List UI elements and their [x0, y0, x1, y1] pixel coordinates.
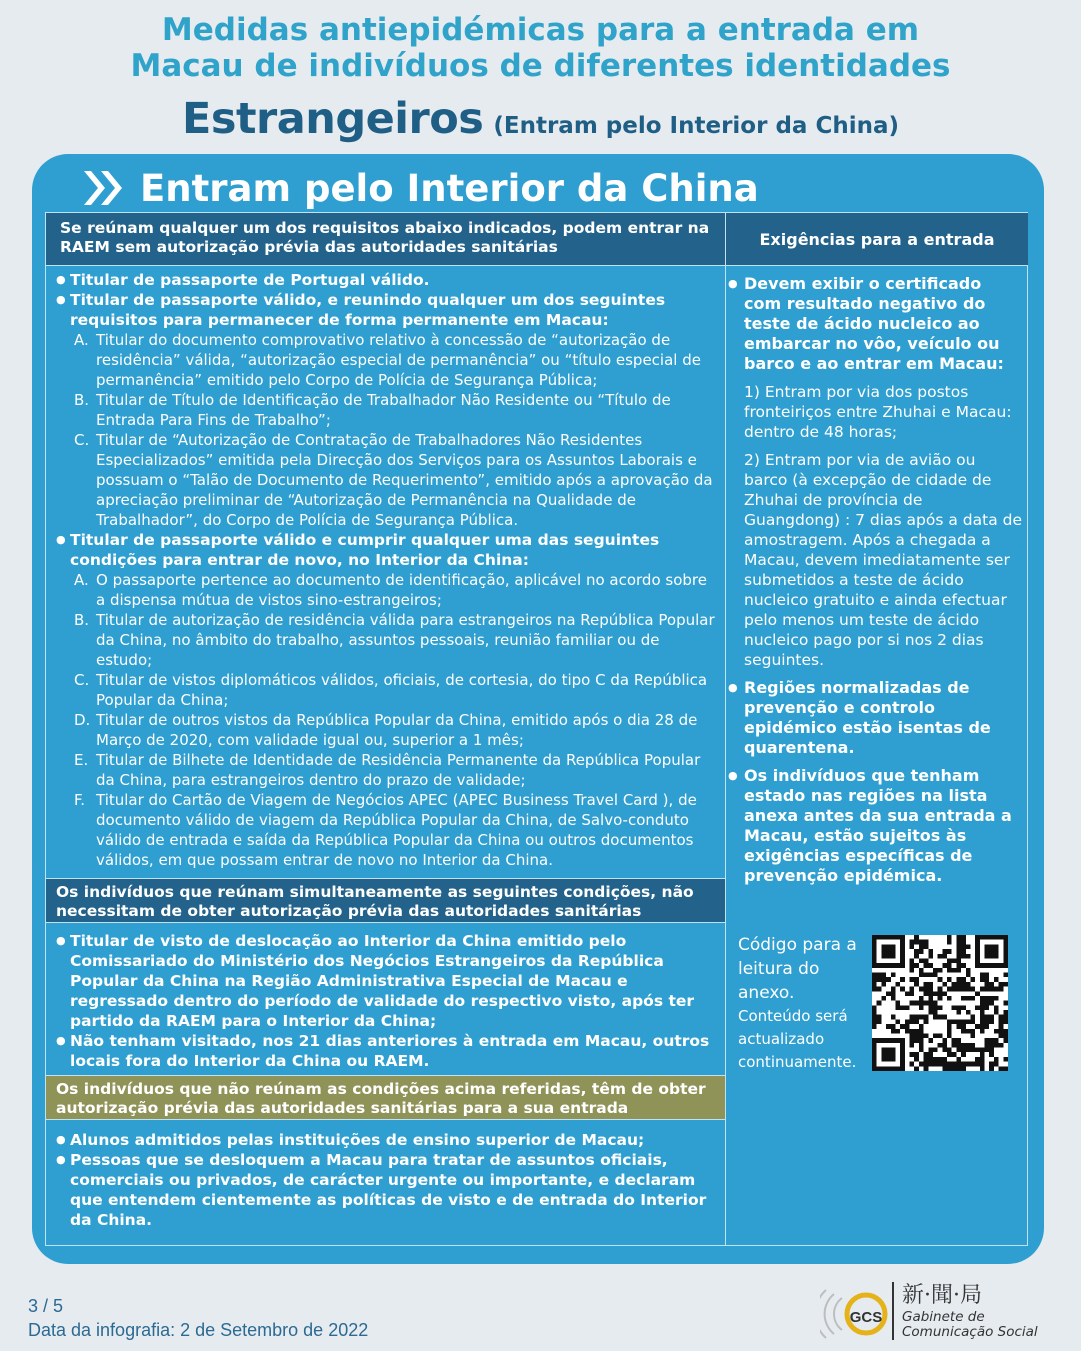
- logo-english: [902, 1310, 1038, 1340]
- section-no-authorization: [46, 266, 725, 878]
- item-key: A.: [74, 571, 89, 589]
- list-item: ● Titular de passaporte válido, e reunindo qualquer um dos seguintes requisitos para permanecer de forma permanente em Macau:: [56, 290, 717, 330]
- section-prior-authorization: [46, 1120, 725, 1230]
- list-item: ● Os indivíduos que tenham estado nas regiões na lista anexa antes da sua entrada a Macau, estão sujeitos às exigências específicas de prevenção epidémica.: [726, 766, 1022, 886]
- page-indicator: 3 / 5: [28, 1296, 64, 1316]
- conditions-column: [46, 213, 726, 1245]
- item-key: E.: [74, 751, 89, 769]
- item-text: O passaporte pertence ao documento de identificação, aplicável no acordo sobre a dispensa mútua de vistos sino-estrangeiros;: [96, 571, 707, 609]
- info-card: [32, 154, 1044, 1264]
- item-text: Titular de “Autorização de Contratação de Trabalhadores Não Residentes Especializados” emitida pela Direcção dos Serviços para os Assuntos Laborais e possuam o “Talão de Documento de Requerimento”, emitido após a aprovação da apreciação preliminar de “Autorização de Permanência na Qualidade de Trabalhador”, do Corpo de Polícia de Segurança Pública.: [96, 431, 713, 529]
- requirements-table: [45, 212, 1028, 1246]
- entry-requirements-column: [726, 213, 1028, 1245]
- list-item: [56, 710, 717, 750]
- category-note: (Entram pelo Interior da China): [493, 113, 899, 139]
- item-text: Titular de autorização de residência válida para estrangeiros na República Popular da China, no âmbito do trabalho, assuntos pessoais, reunião familiar ou de estudo;: [96, 611, 715, 669]
- item-text: Titular de Bilhete de Identidade de Residência Permanente da República Popular da China, para estrangeiros dentro do prazo de validade;: [96, 751, 701, 789]
- item-key: C.: [74, 671, 90, 689]
- list-item: ● Alunos admitidos pelas instituições de ensino superior de Macau;: [56, 1130, 717, 1150]
- logo-mark: GCS: [849, 1309, 883, 1326]
- logo-chinese: 新·聞·局: [902, 1283, 982, 1308]
- list-item: [56, 330, 717, 390]
- item-text: Titular de outros vistos da República Popular da China, emitido após o dia 28 de Março de 2020, com validade igual ou, superior a 1 mês;: [96, 711, 698, 749]
- logo-divider: [892, 1282, 894, 1340]
- list-item: ● Devem exibir o certificado com resultado negativo do teste de ácido nucleico ao embarcar no vôo, veículo ou barco e ao entrar em Macau:: [726, 274, 1022, 374]
- list-item: [56, 570, 717, 610]
- list-item: [56, 610, 717, 670]
- list-item: [56, 750, 717, 790]
- list-item: ● Não tenham visitado, nos 21 dias anteriores à entrada em Macau, outros locais fora do Interior da China ou RAEM.: [56, 1031, 717, 1071]
- list-item: ● Regiões normalizadas de prevenção e controlo epidémico estão isentas de quarentena.: [726, 678, 1022, 758]
- item-key: F.: [74, 791, 85, 809]
- logo-english-line-1: Gabinete de: [902, 1309, 985, 1325]
- gcs-emblem: [820, 1276, 896, 1346]
- qr-code-icon[interactable]: [872, 935, 1008, 1071]
- entry-requirements-header: Exigências para a entrada: [726, 213, 1028, 266]
- requirement-detail: 1) Entram por via dos postos fronteiriços entre Zhuhai e Macau: dentro de 48 horas;: [744, 383, 1012, 441]
- item-key: C.: [74, 431, 90, 449]
- item-text: Titular do Cartão de Viagem de Negócios APEC (APEC Business Travel Card ), de documento válido de viagem da República Popular da China, de Salvo-conduto válido de entrada e saída da República Popular da China ou outros documentos válidos, em que possam entrar de novo no Interior da China.: [96, 791, 697, 869]
- conditions-header: Se reúnam qualquer um dos requisitos abaixo indicados, podem entrar na RAEM sem autorização prévia das autoridades sanitárias: [46, 213, 725, 266]
- list-item: ● Titular de visto de deslocação ao Interior da China emitido pelo Comissariado do Ministério dos Negócios Estrangeiros da República Popular da China na Região Administrativa Especial de Macau e regressado dentro do período de validade do respectivo visto, após ter partido da RAEM para o Interior da China;: [56, 931, 717, 1031]
- list-item: [56, 670, 717, 710]
- list-item: [56, 390, 717, 430]
- qr-caption: [738, 933, 873, 1074]
- title-line-1: Medidas antiepidémicas para a entrada em: [161, 12, 920, 48]
- category-label: Estrangeiros: [181, 94, 484, 144]
- item-text: Titular de Título de Identificação de Trabalhador Não Residente ou “Título de Entrada Para Fins de Trabalho”;: [96, 391, 671, 429]
- list-item: [56, 790, 717, 870]
- item-key: B.: [74, 391, 90, 409]
- double-chevron-right-icon: [80, 168, 126, 208]
- gcs-logo-icon: [820, 1276, 1070, 1346]
- requirement-detail: 2) Entram por via de avião ou barco (à excepção de cidade de Zhuhai de província de Guangdong) : 7 dias após a data de amostragem. Após a chegada a Macau, devem imediatamente ser submetidos a teste de ácido nucleico gratuito e ainda efectuar pelo menos um teste de ácido nucleico pago por si nos 2 dias seguintes.: [744, 451, 1023, 669]
- list-item: ● Titular de passaporte válido e cumprir qualquer uma das seguintes condições para entrar de novo, no Interior da China:: [56, 530, 717, 570]
- list-item: ● Pessoas que se desloquem a Macau para tratar de assuntos oficiais, comerciais ou privados, de carácter urgente ou importante, e declaram que entendem cientemente as políticas de visto e de entrada do Interior da China.: [56, 1150, 717, 1230]
- qr-note: Conteúdo será actualizado continuamente.: [738, 1007, 857, 1071]
- card-title-text: Entram pelo Interior da China: [140, 166, 759, 210]
- item-key: D.: [74, 711, 91, 729]
- item-text: Titular de vistos diplomáticos válidos, oficiais, de cortesia, do tipo C da República Popular da China;: [96, 671, 708, 709]
- subtitle: [0, 94, 1081, 144]
- entry-requirements-list: [726, 266, 1028, 886]
- list-item: [56, 430, 717, 530]
- simultaneous-conditions-header: Os indivíduos que reúnam simultaneamente as seguintes condições, não necessitam de obter autorização prévia das autoridades sanitárias: [46, 878, 725, 923]
- section-simultaneous: [46, 923, 725, 1075]
- item-key: A.: [74, 331, 89, 349]
- prior-authorization-header: Os indivíduos que não reúnam as condições acima referidas, têm de obter autorização prévia das autoridades sanitárias para a sua entrada: [46, 1075, 725, 1120]
- item-text: Titular do documento comprovativo relativo à concessão de “autorização de residência” válida, “autorização especial de permanência” ou “título especial de permanência” emitido pelo Corpo de Polícia de Segurança Pública;: [96, 331, 701, 389]
- list-item: ● Titular de passaporte de Portugal válido.: [56, 270, 717, 290]
- qr-label: Código para a leitura do anexo.: [738, 935, 857, 1003]
- logo-english-line-2: Comunicação Social: [902, 1324, 1038, 1340]
- item-key: B.: [74, 611, 90, 629]
- infographic-date: Data da infografia: 2 de Setembro de 2022: [28, 1320, 369, 1340]
- title-line-2: Macau de indivíduos de diferentes identidades: [130, 48, 951, 84]
- card-title: [80, 160, 759, 216]
